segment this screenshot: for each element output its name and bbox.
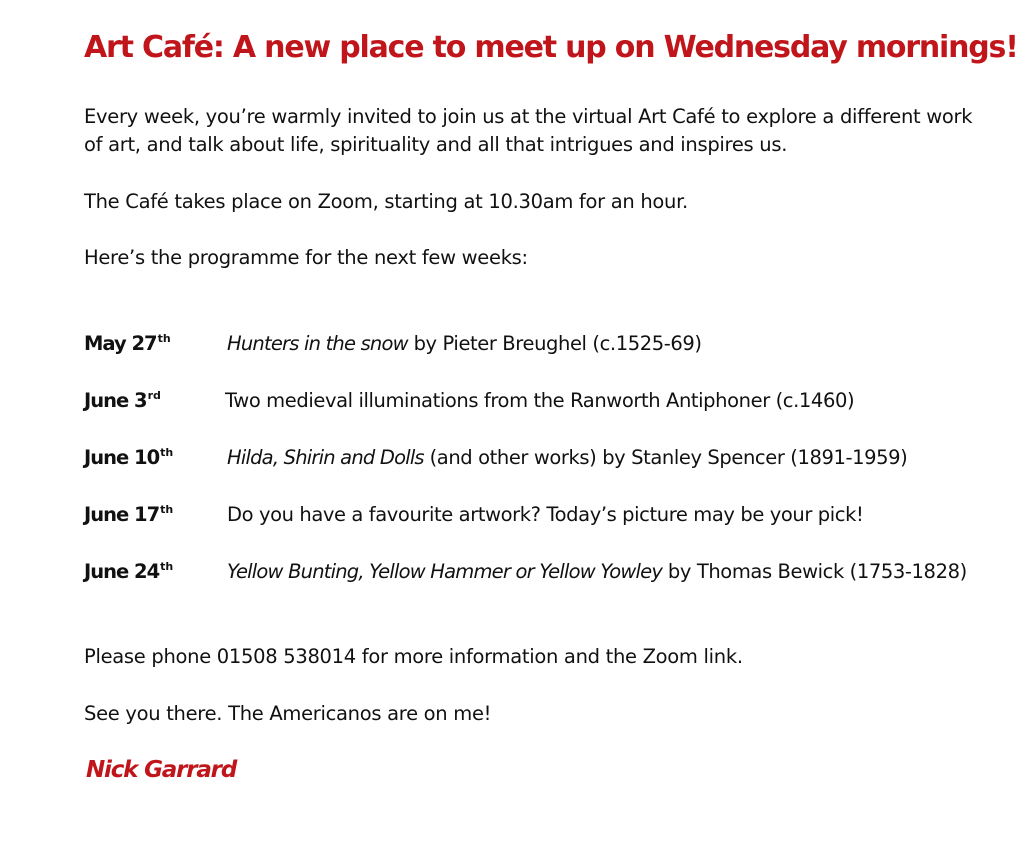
intro-paragraph: Every week, you’re warmly invited to join us at the virtual Art Café to explore a different work of art, and talk about life, spirituality and all that intrigues and inspires us. [84,105,973,156]
programme-date: June 17th [84,503,174,526]
page-title: Art Café: A new place to meet up on Wednesday mornings! [84,30,1018,65]
programme-date: June 3rd [84,389,161,412]
programme-date: June 24th [84,560,174,583]
programme-item [84,329,984,359]
programme-item [84,500,984,530]
artwork-details: Do you have a favourite artwork? Today’s picture may be your pick! [227,503,864,526]
programme-description [227,443,907,473]
programme-date: May 27th [84,332,171,355]
date-suffix: th [160,503,174,516]
programme-date: June 10th [84,446,174,469]
artwork-details: (and other works) by Stanley Spencer (1891-1959) [423,446,908,469]
programme-intro: Here’s the programme for the next few weeks: [84,246,528,269]
programme-description [227,500,863,530]
date-suffix: th [160,446,174,459]
programme-item [84,386,984,416]
programme-description [227,329,702,359]
closing-paragraph: See you there. The Americanos are on me! [84,702,492,725]
artwork-details: by Pieter Breughel (c.1525-69) [407,332,702,355]
artwork-title: Hunters in the snow [227,332,408,355]
programme-item [84,557,984,587]
artwork-details: Two medieval illuminations from the Ranworth Antiphoner (c.1460) [225,389,855,412]
programme-item [84,443,984,473]
date-suffix: rd [147,389,161,402]
signature: Nick Garrard [86,757,237,783]
programme-description [227,557,967,587]
date-suffix: th [160,560,174,573]
artwork-details: by Thomas Bewick (1753-1828) [662,560,967,583]
artwork-title: Hilda, Shirin and Dolls [227,446,424,469]
zoom-info-paragraph: The Café takes place on Zoom, starting at 10.30am for an hour. [84,190,688,213]
contact-paragraph: Please phone 01508 538014 for more information and the Zoom link. [84,645,743,668]
programme-description [225,386,854,416]
date-suffix: th [157,332,171,345]
artwork-title: Yellow Bunting, Yellow Hammer or Yellow Yowley [227,560,663,583]
